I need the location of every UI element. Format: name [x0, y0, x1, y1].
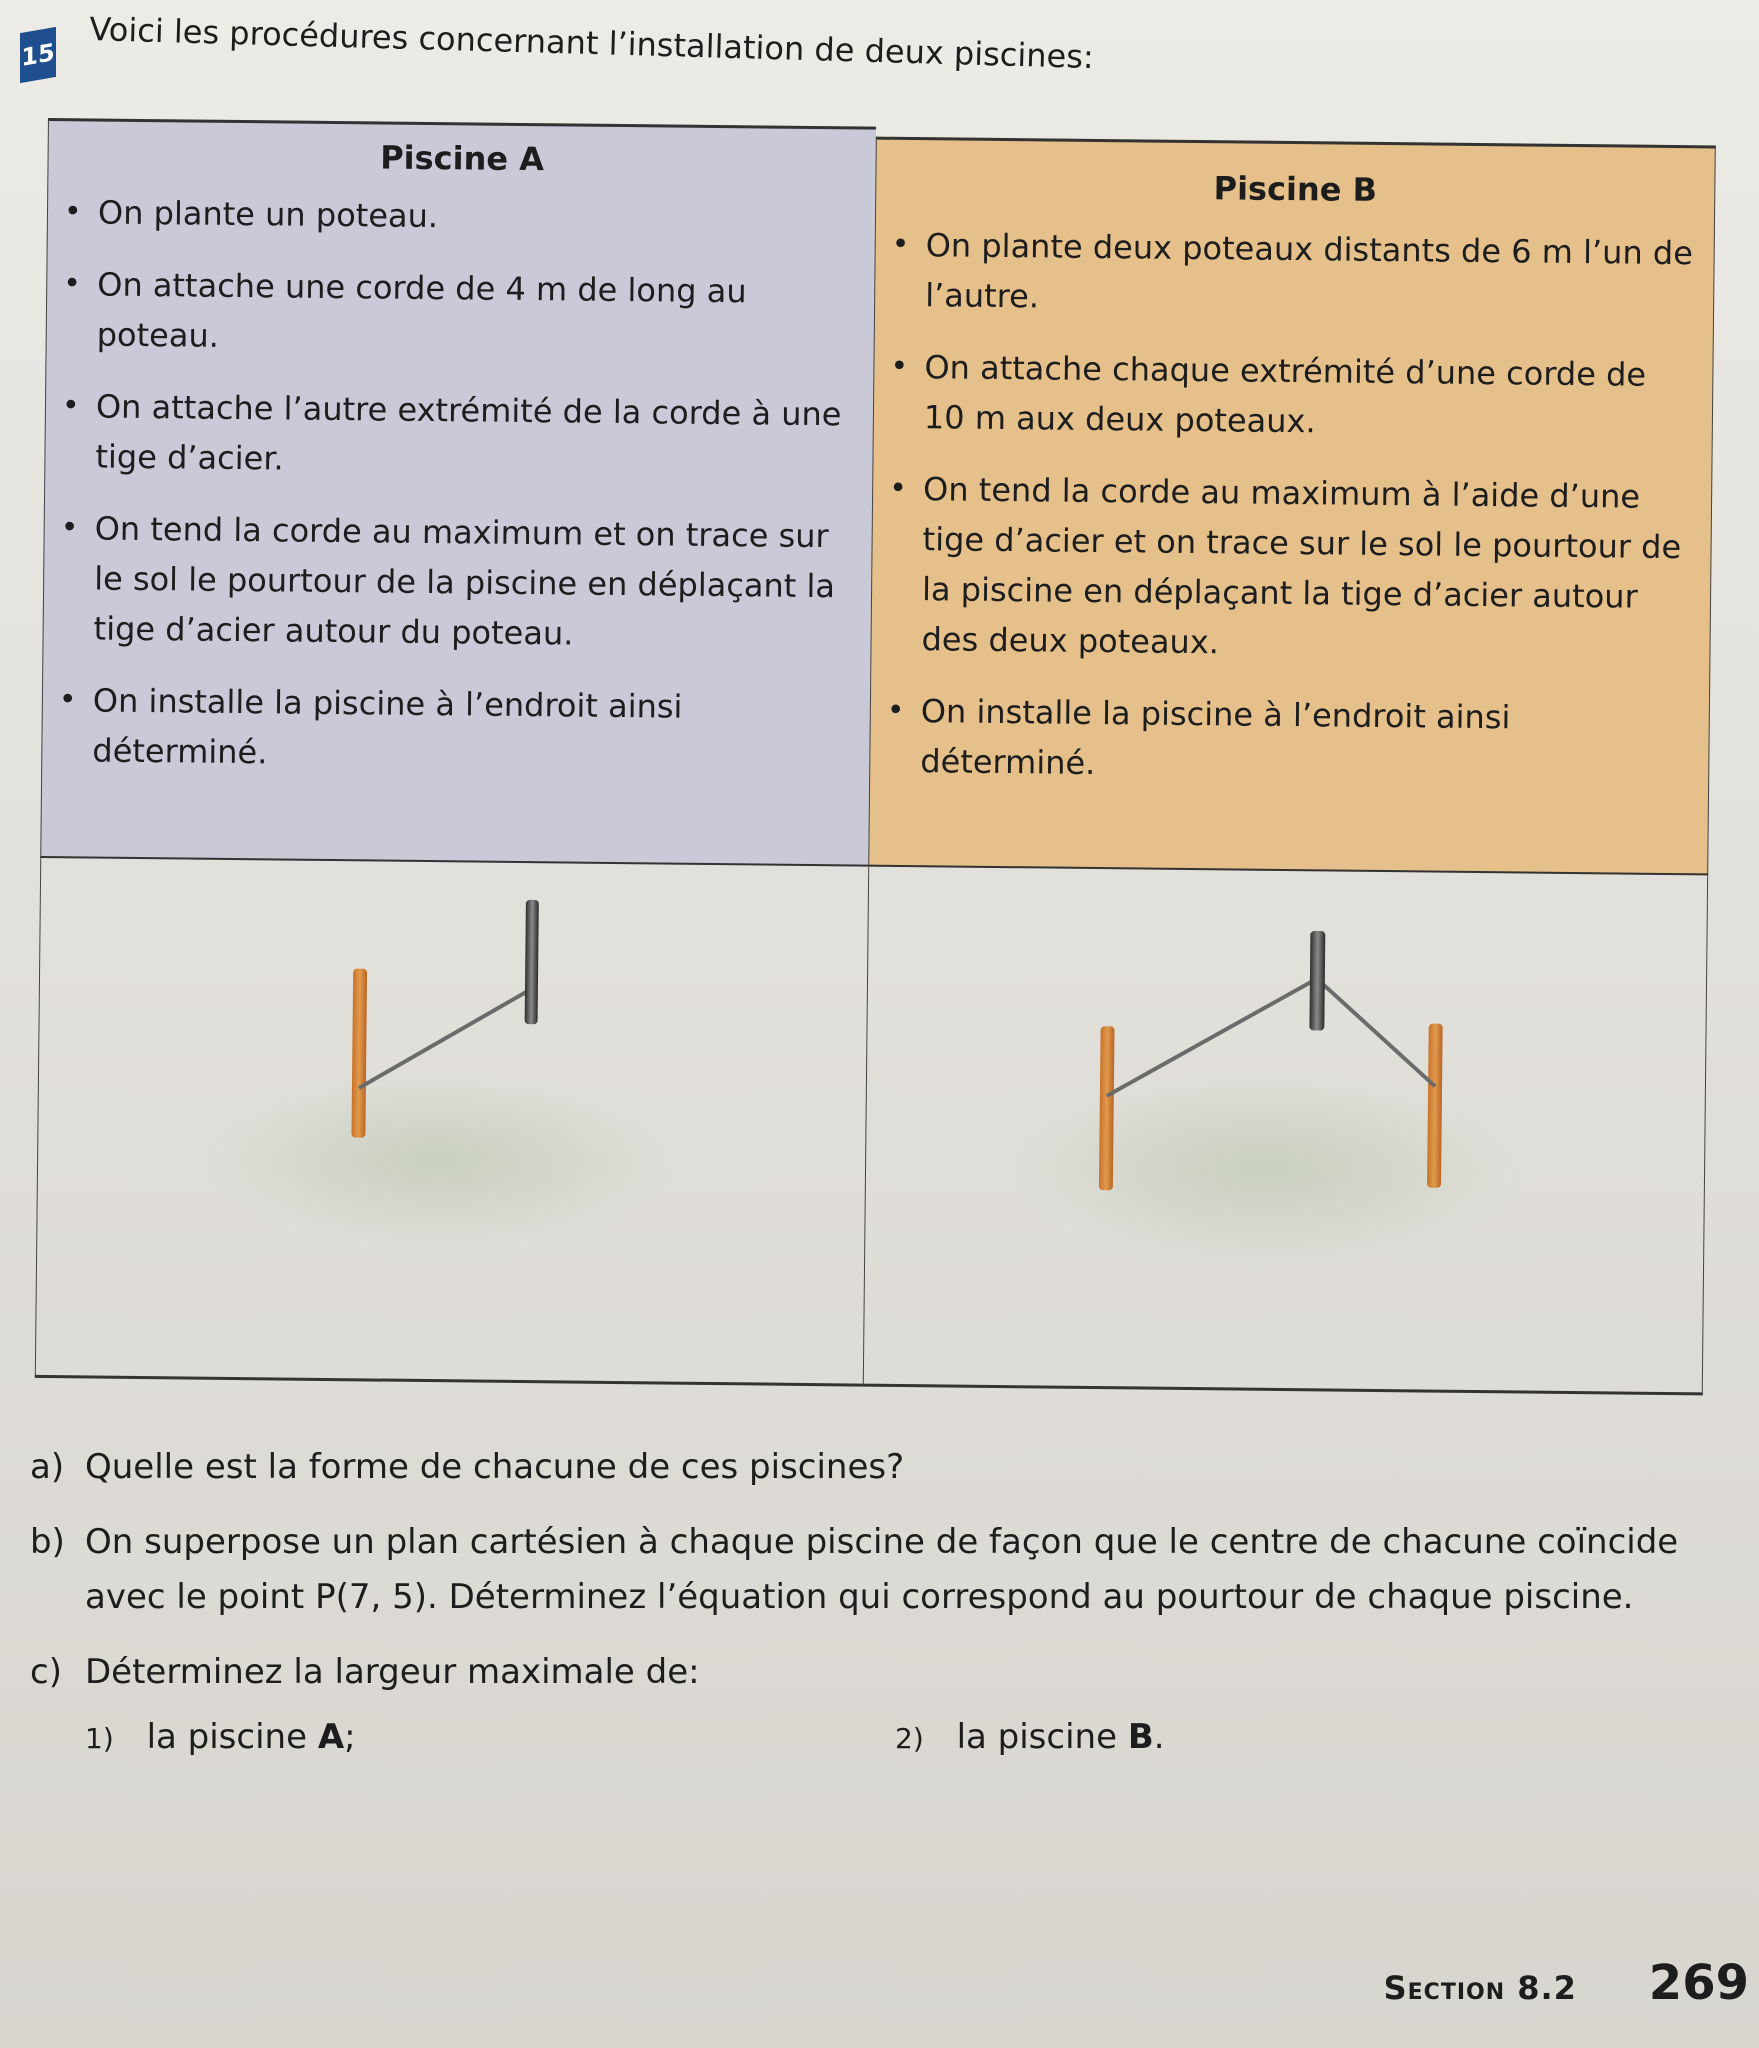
piscine-a-step: • On tend la corde au maximum et on trace sur le sol le pourtour de la piscine en déplaçant la tige d’acier autour du poteau. — [93, 504, 852, 662]
piscine-a-title: Piscine A — [379, 138, 545, 179]
piscine-b-title: Piscine B — [1213, 169, 1378, 209]
piscine-b-procedure-cell — [868, 137, 1716, 876]
exercise-number: 15 — [21, 38, 55, 72]
sub-number: 1) — [85, 1722, 114, 1755]
sub-text: la piscine — [146, 1717, 307, 1757]
steel-rod — [1309, 931, 1325, 1031]
steel-rod — [525, 900, 539, 1024]
piscine-b-step: • On installe la piscine à l’endroit ainsi déterminé. — [920, 686, 1689, 794]
piscine-b-illustration — [864, 867, 1707, 1393]
wooden-post-left — [1099, 1026, 1115, 1190]
question-b-text: On superpose un plan cartésien à chaque piscine de façon que le centre de chacune coïncide avec le point P(7, 5). Déterminez l’équation qui correspond au pourtour de chaque piscine. — [85, 1522, 1679, 1617]
questions — [20, 1440, 1720, 1790]
piscine-a-step: • On installe la piscine à l’endroit ainsi déterminé. — [92, 676, 850, 784]
piscine-a-procedure-cell — [40, 118, 876, 867]
sub-pool-letter: B — [1127, 1717, 1154, 1757]
question-c — [20, 1645, 1720, 1770]
page-number: 269 — [1648, 1955, 1749, 2011]
ground-shadow — [1006, 1067, 1525, 1271]
question-a-text: Quelle est la forme de chacune de ces piscines? — [85, 1447, 905, 1487]
piscine-b-illustration-cell — [863, 867, 1708, 1396]
exercise-intro: Voici les procédures concernant l’installation de deux piscines: — [88, 10, 1095, 77]
piscine-a-step: • On attache l’autre extrémité de la corde à une tige d’acier. — [95, 382, 853, 490]
question-c-label: c) — [30, 1652, 62, 1692]
section-label: Section 8.2 — [1383, 1969, 1577, 2007]
wooden-post-right — [1427, 1024, 1443, 1188]
question-b-label: b) — [30, 1522, 65, 1562]
question-a — [20, 1440, 1720, 1495]
piscine-b-steps — [870, 220, 1714, 795]
page-footer — [1384, 1955, 1749, 2011]
piscine-a-illustration-cell — [35, 858, 868, 1387]
piscine-b-step: • On plante deux poteaux distants de 6 m l’un de l’autre. — [925, 220, 1694, 328]
question-c-text: Déterminez la largeur maximale de: — [85, 1652, 700, 1692]
piscine-a-step: • On plante un poteau. — [98, 188, 855, 246]
sub-end: ; — [344, 1717, 356, 1757]
piscine-a-steps — [42, 187, 875, 784]
procedures-table — [35, 118, 1718, 1415]
question-c-sub-2 — [895, 1710, 1165, 1766]
sub-pool-letter: A — [317, 1717, 345, 1757]
wooden-post — [351, 969, 367, 1138]
sub-number: 2) — [895, 1722, 924, 1755]
piscine-b-step: • On tend la corde au maximum à l’aide d’une tige d’acier et on trace sur le sol le pourtour de la piscine en déplaçant la tige d’acier autour des deux poteaux. — [921, 464, 1691, 672]
question-b — [20, 1515, 1720, 1625]
question-c-subitems — [85, 1710, 1720, 1770]
question-a-label: a) — [30, 1447, 65, 1487]
piscine-a-step: • On attache une corde de 4 m de long au poteau. — [96, 260, 854, 368]
sub-end: . — [1153, 1717, 1165, 1757]
exercise-number-badge — [20, 27, 56, 83]
ground-shadow — [198, 1068, 677, 1252]
question-c-sub-1 — [85, 1710, 356, 1766]
piscine-a-illustration — [36, 858, 868, 1384]
sub-text: la piscine — [956, 1717, 1117, 1757]
piscine-b-step: • On attache chaque extrémité d’une corde de 10 m aux deux poteaux. — [924, 342, 1693, 450]
